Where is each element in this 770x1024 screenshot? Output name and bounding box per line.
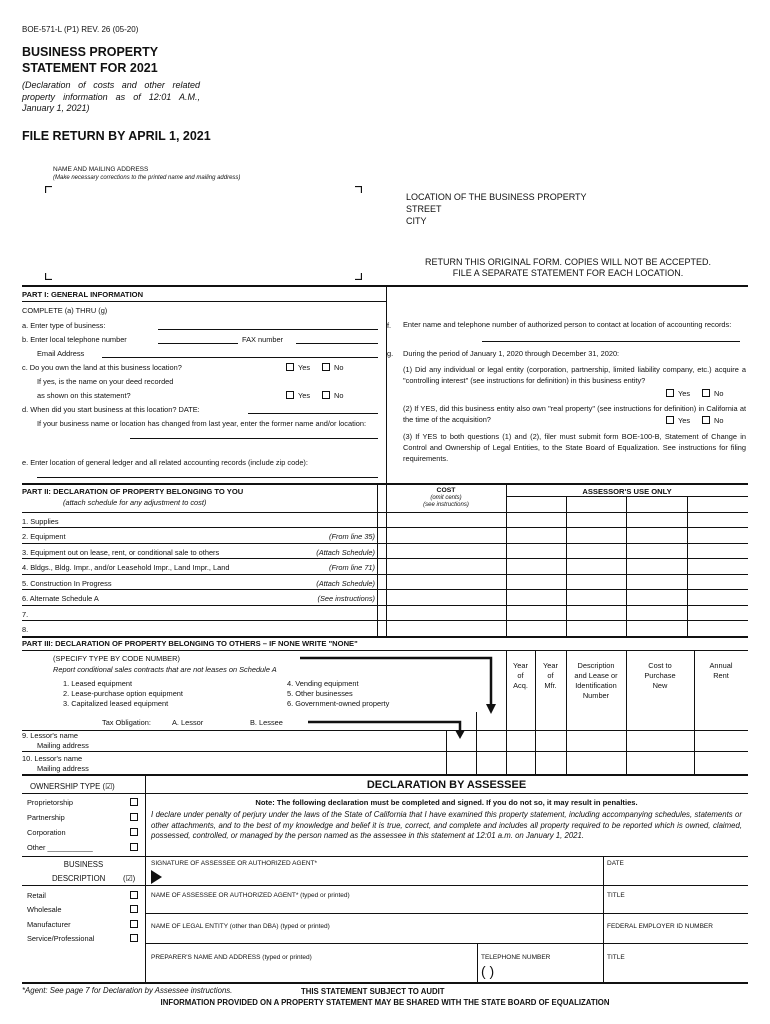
part1-divider xyxy=(386,285,387,483)
real-property-no-checkbox[interactable] xyxy=(702,416,710,424)
form-title-line2: STATEMENT FOR 2021 xyxy=(22,61,158,75)
phone-label: TELEPHONE NUMBER xyxy=(481,954,551,961)
start-date-label: d. When did you start business at this location? DATE: xyxy=(22,405,200,414)
year-acq-h3: Acq. xyxy=(513,681,528,690)
date-divider xyxy=(603,856,604,885)
telephone-input[interactable] xyxy=(158,343,238,344)
street-label: STREET xyxy=(406,204,442,214)
ownership-partnership: Partnership xyxy=(27,813,65,822)
description-label: DESCRIPTION xyxy=(52,874,106,883)
desc-retail-checkbox[interactable] xyxy=(130,891,138,899)
part2-top-rule xyxy=(22,483,748,485)
former-name-label: If your business name or location has changed from last year, enter the former name and/or location: xyxy=(37,419,367,428)
desc-service-checkbox[interactable] xyxy=(130,934,138,942)
desc-retail: Retail xyxy=(27,891,46,900)
contact-person-label: Enter name and telephone number of authorized person to contact at location of accounting records: xyxy=(403,320,732,329)
code-6: 6. Government-owned property xyxy=(287,699,390,708)
year-mfr-h2: of xyxy=(547,671,554,680)
year-mfr-h1: Year xyxy=(543,661,558,670)
part2-row-note: (Attach Schedule) xyxy=(316,548,375,557)
part3-top-rule xyxy=(22,636,748,638)
signature-label: SIGNATURE OF ASSESSEE OR AUTHORIZED AGENT* xyxy=(151,860,318,867)
row-rule xyxy=(22,543,748,544)
part1-complete: COMPLETE (a) THRU (g) xyxy=(22,306,108,315)
part1-top-rule xyxy=(22,285,748,287)
part2-row-label: 7. xyxy=(22,610,29,619)
part2-row-label: 6. Alternate Schedule A xyxy=(22,594,99,603)
year-acq-h2: of xyxy=(517,671,524,680)
corner-mark-tr xyxy=(355,186,362,193)
lessor-option: A. Lessor xyxy=(172,718,204,727)
name-address-field[interactable] xyxy=(52,192,352,272)
control-interest-no-checkbox[interactable] xyxy=(702,389,710,397)
signature-field[interactable] xyxy=(166,868,600,885)
part2-col-divider-c xyxy=(506,483,507,636)
ownership-corporation: Corporation xyxy=(27,828,66,837)
ledger-location-label: e. Enter location of general ledger and all related accounting records (include zip code): xyxy=(22,458,308,467)
cost-new-h1: Cost to xyxy=(648,661,672,670)
corner-mark-tl xyxy=(45,186,52,193)
annual-rent-h2: Rent xyxy=(713,671,729,680)
lessor10-input[interactable] xyxy=(110,752,445,773)
period-label: During the period of January 1, 2020 through December 31, 2020: xyxy=(403,349,620,358)
ownership-other: Other ___________ xyxy=(27,843,93,852)
item-g-letter: g. xyxy=(387,349,394,358)
construction-cost-input[interactable] xyxy=(387,575,506,589)
part1-heading-rule xyxy=(22,301,386,302)
desc-h1: Description xyxy=(577,661,615,670)
control-interest-yes-label: Yes xyxy=(678,389,691,398)
part2-heading: PART II: DECLARATION OF PROPERTY BELONGING TO YOU xyxy=(22,487,244,496)
preparer-label: PREPARER'S NAME AND ADDRESS (typed or printed) xyxy=(151,954,312,961)
conditional-sales-note: Report conditional sales contracts that are not leases on Schedule A xyxy=(53,665,277,674)
desc-service: Service/Professional xyxy=(27,934,95,943)
code-1: 1. Leased equipment xyxy=(63,679,133,688)
form-title-line1: BUSINESS PROPERTY xyxy=(22,45,159,59)
type-of-business-label: a. Enter type of business: xyxy=(22,321,106,330)
p3-col-main xyxy=(476,712,477,774)
lessor9-address-label: Mailing address xyxy=(37,741,89,750)
year-acq-header xyxy=(506,661,535,691)
ownership-partnership-checkbox[interactable] xyxy=(130,813,138,821)
row-rule xyxy=(22,558,748,559)
desc-manufacturer-checkbox[interactable] xyxy=(130,920,138,928)
biz-desc-top-rule xyxy=(22,856,748,857)
own-land-no-label: No xyxy=(334,363,344,372)
part2-row-label: 3. Equipment out on lease, rent, or conditional sale to others xyxy=(22,548,220,557)
declaration-note: Note: The following declaration must be completed and signed. If you do not so, it may result in penalties. xyxy=(255,798,638,807)
part3-heading-rule xyxy=(22,650,748,651)
desc-wholesale: Wholesale xyxy=(27,905,62,914)
ownership-other-checkbox[interactable] xyxy=(130,843,138,851)
row-rule xyxy=(22,527,748,528)
lessor10-name-label: 10. Lessor's name xyxy=(22,754,83,763)
deed-question-line1: If yes, is the name on your deed recorded xyxy=(37,377,174,386)
part2-row-label: 1. Supplies xyxy=(22,517,59,526)
assessor-header-rule xyxy=(506,496,748,497)
real-property-question: (2) If YES, did this business entity also own "real property" (see instructions for definition) in California at the time of the acquisition? xyxy=(403,404,746,424)
year-acq-h1: Year xyxy=(513,661,528,670)
title-divider xyxy=(603,885,604,913)
control-interest-question: (1) Did any individual or legal entity (corporation, partnership, limited liability company, etc.) acquire a "controlling interest" (see instructions for definition) in this business entity? xyxy=(403,365,746,385)
type-of-business-input[interactable] xyxy=(158,329,378,330)
real-property-no-label: No xyxy=(714,416,724,425)
sig-rule xyxy=(145,885,748,886)
lessor10-address-label: Mailing address xyxy=(37,764,89,773)
deed-no-label: No xyxy=(334,391,344,400)
ownership-proprietorship-checkbox[interactable] xyxy=(130,798,138,806)
deed-yes-label: Yes xyxy=(298,391,311,400)
part2-col-divider-a xyxy=(377,483,378,636)
cost-new-header xyxy=(626,661,694,691)
leased-equipment-cost-input[interactable] xyxy=(387,544,506,558)
item-f-letter: f. xyxy=(387,321,392,330)
corner-mark-br xyxy=(355,273,362,280)
former-name-input[interactable] xyxy=(130,438,378,439)
code-3: 3. Capitalized leased equipment xyxy=(63,699,169,708)
phone-parens[interactable]: ( ) xyxy=(481,963,495,979)
file-by-date: FILE RETURN BY APRIL 1, 2021 xyxy=(22,129,211,143)
line7-cost-input[interactable] xyxy=(387,606,506,620)
return-note-line2: FILE A SEPARATE STATEMENT FOR EACH LOCATION. xyxy=(452,268,684,278)
desc-h2: and Lease or xyxy=(574,671,618,680)
name-address-note: (Make necessary corrections to the printed name and mailing address) xyxy=(53,175,241,181)
cost-header: COST xyxy=(436,487,456,494)
lessor9-name-label: 9. Lessor's name xyxy=(22,731,79,740)
part3-heading: PART III: DECLARATION OF PROPERTY BELONGING TO OTHERS – IF NONE WRITE "NONE" xyxy=(22,639,358,648)
line8-cost-input[interactable] xyxy=(387,621,506,635)
part2-row-label: 4. Bldgs., Bldg. Impr., and/or Leasehold Impr., Land Impr., Land xyxy=(22,563,230,572)
fax-label: FAX number xyxy=(242,335,284,344)
alt-schedule-cost-input[interactable] xyxy=(387,590,506,604)
city-label: CITY xyxy=(406,216,427,226)
part2-row-label: 5. Construction In Progress xyxy=(22,579,112,588)
row-rule xyxy=(22,605,748,606)
name-address-label: NAME AND MAILING ADDRESS xyxy=(53,166,149,173)
own-land-yes-label: Yes xyxy=(298,363,311,372)
part2-row-note: (From line 35) xyxy=(329,532,375,541)
legal-entity-label: NAME OF LEGAL ENTITY (other than DBA) (typed or printed) xyxy=(151,923,330,930)
telephone-label: b. Enter local telephone number xyxy=(22,335,127,344)
part2-row-note: (Attach Schedule) xyxy=(316,579,375,588)
biz-desc-rule xyxy=(22,885,145,886)
own-land-question: c. Do you own the land at this business location? xyxy=(22,363,182,372)
cost-new-h2: Purchase xyxy=(644,671,676,680)
agent-footnote: *Agent: See page 7 for Declaration by Assessee instructions. xyxy=(22,986,233,995)
deed-no-checkbox[interactable] xyxy=(322,391,330,399)
part2-row-note: (From line 71) xyxy=(329,563,375,572)
cost-new-h3: New xyxy=(652,681,668,690)
phone-divider xyxy=(477,943,478,982)
title-label: TITLE xyxy=(607,892,625,899)
date-label: DATE xyxy=(607,860,624,867)
real-property-yes-label: Yes xyxy=(678,416,691,425)
cost-note1: (omit cents) xyxy=(430,495,462,501)
control-interest-yes-checkbox[interactable] xyxy=(666,389,674,397)
real-property-yes-checkbox[interactable] xyxy=(666,416,674,424)
name-rule xyxy=(145,913,748,914)
row-rule xyxy=(22,574,748,575)
business-label: BUSINESS xyxy=(63,860,104,869)
supplies-cost-input[interactable] xyxy=(387,513,506,527)
return-note-line1: RETURN THIS ORIGINAL FORM. COPIES WILL NOT BE ACCEPTED. xyxy=(424,257,712,267)
form-subtitle: (Declaration of costs and other related property information as of 12:01 A.M., January 1, 2021) xyxy=(22,80,200,113)
control-interest-no-label: No xyxy=(714,389,724,398)
part2-col-divider-e xyxy=(626,496,627,636)
start-date-input[interactable] xyxy=(248,413,378,414)
code-5: 5. Other businesses xyxy=(287,689,353,698)
code-2: 2. Lease-purchase option equipment xyxy=(63,689,183,698)
desc-h3: Identification xyxy=(575,681,617,690)
year-mfr-h3: Mfr. xyxy=(544,681,557,690)
ownership-corporation-checkbox[interactable] xyxy=(130,828,138,836)
year-mfr-header xyxy=(535,661,566,691)
boe-100b-instruction: (3) If YES to both questions (1) and (2), filer must submit form BOE-100-B, Statement of Change in Control and Ownership of Legal Entities, to the State Board of Equalization. See instructions for filing requirements. xyxy=(403,432,746,463)
row-rule xyxy=(22,589,748,590)
part2-col-divider-d xyxy=(566,496,567,636)
title2-divider xyxy=(603,943,604,982)
agent-name-label: NAME OF ASSESSEE OR AUTHORIZED AGENT* (typed or printed) xyxy=(151,892,350,899)
part2-col-divider-f xyxy=(687,496,688,636)
description-check: (☑) xyxy=(123,874,136,883)
part2-row-label: 2. Equipment xyxy=(22,532,66,541)
desc-header xyxy=(566,661,626,701)
code-4: 4. Vending equipment xyxy=(287,679,359,688)
legal-rule xyxy=(145,943,748,944)
desc-h4: Number xyxy=(582,691,610,700)
own-land-no-checkbox[interactable] xyxy=(322,363,330,371)
code-arrow-icon xyxy=(300,654,500,724)
fein-divider xyxy=(603,913,604,943)
declaration-top-rule xyxy=(22,774,748,776)
corner-mark-bl xyxy=(45,273,52,280)
part1-heading: PART I: GENERAL INFORMATION xyxy=(22,290,144,299)
ownership-type-label: OWNERSHIP TYPE (☑) xyxy=(30,782,115,791)
declaration-title-rule xyxy=(145,793,748,794)
desc-wholesale-checkbox[interactable] xyxy=(130,905,138,913)
ledger-location-input[interactable] xyxy=(37,477,378,478)
declaration-text: I declare under penalty of perjury under the laws of the State of California that I have examined this property statement, including accompanying schedules, statements or other attachments, and to the best of my knowledge and belief it is true, correct, and complete and includes all property required to be reported which is owned, claimed, possessed, controlled, or managed by the person named as the assessee in this statement at 12:01 a.m. on January 1, 2021. xyxy=(151,810,742,840)
row-rule xyxy=(22,620,748,621)
form-id: BOE-571-L (P1) REV. 26 (05-20) xyxy=(22,25,139,34)
annual-rent-h1: Annual xyxy=(709,661,733,670)
title2-label: TITLE xyxy=(607,954,625,961)
equipment-cost-input[interactable] xyxy=(387,528,506,542)
email-label: Email Address xyxy=(37,349,85,358)
deed-question-line2: as shown on this statement? xyxy=(37,391,131,400)
fax-input[interactable] xyxy=(296,343,378,344)
sign-here-arrow-icon xyxy=(151,870,163,884)
part2-row-note: (See instructions) xyxy=(317,594,375,603)
tax-obligation-label: Tax Obligation: xyxy=(102,718,151,727)
annual-rent-header xyxy=(694,661,748,681)
contact-person-input[interactable] xyxy=(482,341,740,342)
part2-row-label: 8. xyxy=(22,625,29,634)
fein-label: FEDERAL EMPLOYER ID NUMBER xyxy=(607,923,713,930)
ownership-rule xyxy=(22,793,145,794)
cost-note2: (see instructions) xyxy=(423,502,469,508)
p3-lessor-divider xyxy=(446,730,447,774)
assessor-use-header: ASSESSOR'S USE ONLY xyxy=(582,487,672,496)
audit-notice: THIS STATEMENT SUBJECT TO AUDIT xyxy=(301,987,445,996)
sharing-notice: INFORMATION PROVIDED ON A PROPERTY STATEMENT MAY BE SHARED WITH THE STATE BOARD OF EQUALIZATION xyxy=(160,998,610,1007)
email-input[interactable] xyxy=(102,357,378,358)
own-land-yes-checkbox[interactable] xyxy=(286,363,294,371)
location-label: LOCATION OF THE BUSINESS PROPERTY xyxy=(406,192,587,202)
part2-subheading: (attach schedule for any adjustment to cost) xyxy=(63,498,207,507)
specify-type-label: (SPECIFY TYPE BY CODE NUMBER) xyxy=(53,654,180,663)
part2-header-rule xyxy=(22,512,748,513)
buildings-cost-input[interactable] xyxy=(387,559,506,573)
desc-manufacturer: Manufacturer xyxy=(27,920,71,929)
lessee-option: B. Lessee xyxy=(250,718,283,727)
declaration-title: DECLARATION BY ASSESSEE xyxy=(366,779,527,791)
ownership-proprietorship: Proprietorship xyxy=(27,798,74,807)
bottom-rule xyxy=(22,982,748,984)
deed-yes-checkbox[interactable] xyxy=(286,391,294,399)
lessor9-input[interactable] xyxy=(110,731,445,750)
